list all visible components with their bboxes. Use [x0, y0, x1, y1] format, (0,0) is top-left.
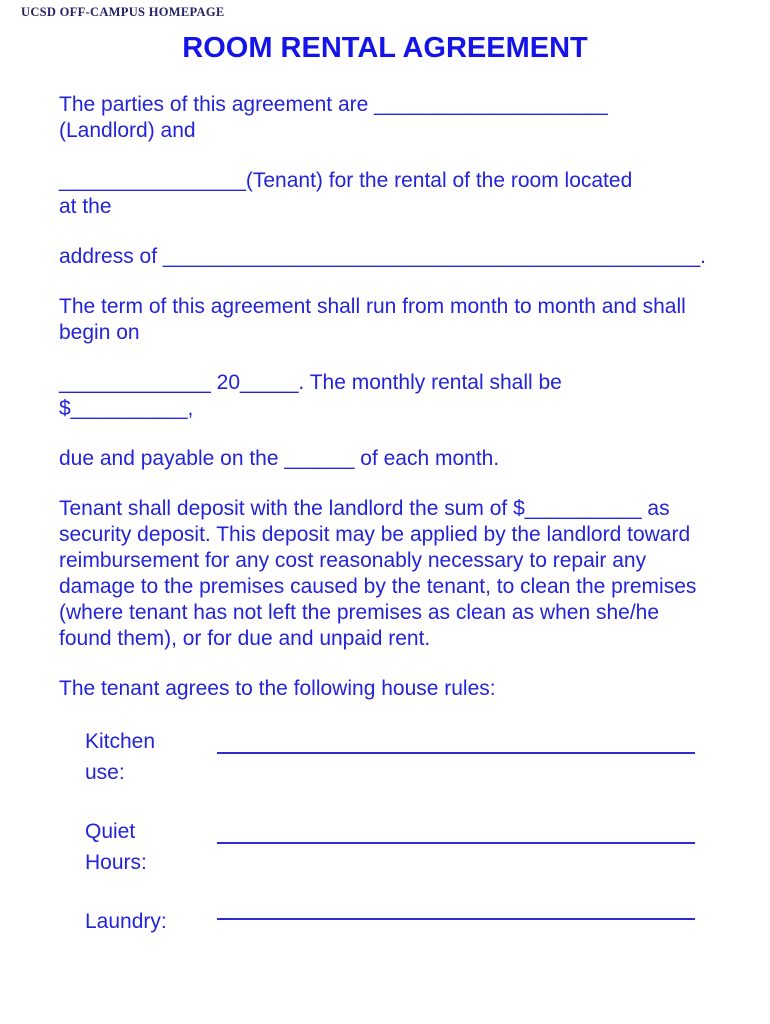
paragraph-line: damage to the premises caused by the tenant, to clean the premises [59, 575, 697, 598]
rule-label-line: Laundry: [85, 910, 167, 933]
rule-label [85, 726, 217, 788]
paragraph-line: reimbursement for any cost reasonably necessary to repair any [59, 549, 647, 572]
paragraphs-container [59, 92, 711, 702]
rule-row [59, 906, 711, 937]
paragraph [59, 168, 711, 220]
paragraph-line: (where tenant has not left the premises as clean as when she/he [59, 601, 660, 624]
paragraph [59, 496, 711, 652]
rule-label-line: Kitchen [85, 730, 156, 753]
paragraph-line: due and payable on the ______ of each month. [59, 447, 500, 470]
paragraph [59, 244, 711, 270]
paragraph [59, 446, 711, 472]
paragraph-line: The term of this agreement shall run from month to month and shall [59, 295, 686, 318]
doc-source-header: UCSD OFF-CAMPUS HOMEPAGE [21, 5, 225, 19]
paragraph-line: ________________(Tenant) for the rental of the room located [59, 169, 633, 192]
paragraph-line: found them), or for due and unpaid rent. [59, 627, 431, 650]
rule-blank-line [217, 816, 695, 844]
paragraph [59, 294, 711, 346]
paragraph-line: (Landlord) and [59, 119, 196, 142]
rule-label [85, 906, 217, 937]
rule-row [59, 726, 711, 788]
paragraph-line: security deposit. This deposit may be applied by the landlord toward [59, 523, 691, 546]
paragraph-line: address of ______________________________________________. [59, 245, 706, 268]
paragraph-line: $__________, [59, 397, 194, 420]
paragraph-line: The parties of this agreement are ____________________ [59, 93, 608, 116]
house-rules-list [59, 726, 711, 937]
paragraph-line: Tenant shall deposit with the landlord the sum of $__________ as [59, 497, 670, 520]
paragraph [59, 92, 711, 144]
rule-label [85, 816, 217, 878]
paragraph-line: The tenant agrees to the following house rules: [59, 677, 496, 700]
rule-label-line: Hours: [85, 851, 147, 874]
rule-blank-line [217, 726, 695, 754]
paragraph [59, 370, 711, 422]
rule-blank-line [217, 906, 695, 920]
document-body [59, 92, 711, 965]
paragraph [59, 676, 711, 702]
paragraph-line: at the [59, 195, 112, 218]
page-title: ROOM RENTAL AGREEMENT [182, 32, 588, 64]
rule-row [59, 816, 711, 878]
rule-label-line: Quiet [85, 820, 136, 843]
rule-label-line: use: [85, 761, 125, 784]
paragraph-line: begin on [59, 321, 140, 344]
paragraph-line: _____________ 20_____. The monthly rental shall be [59, 371, 562, 394]
